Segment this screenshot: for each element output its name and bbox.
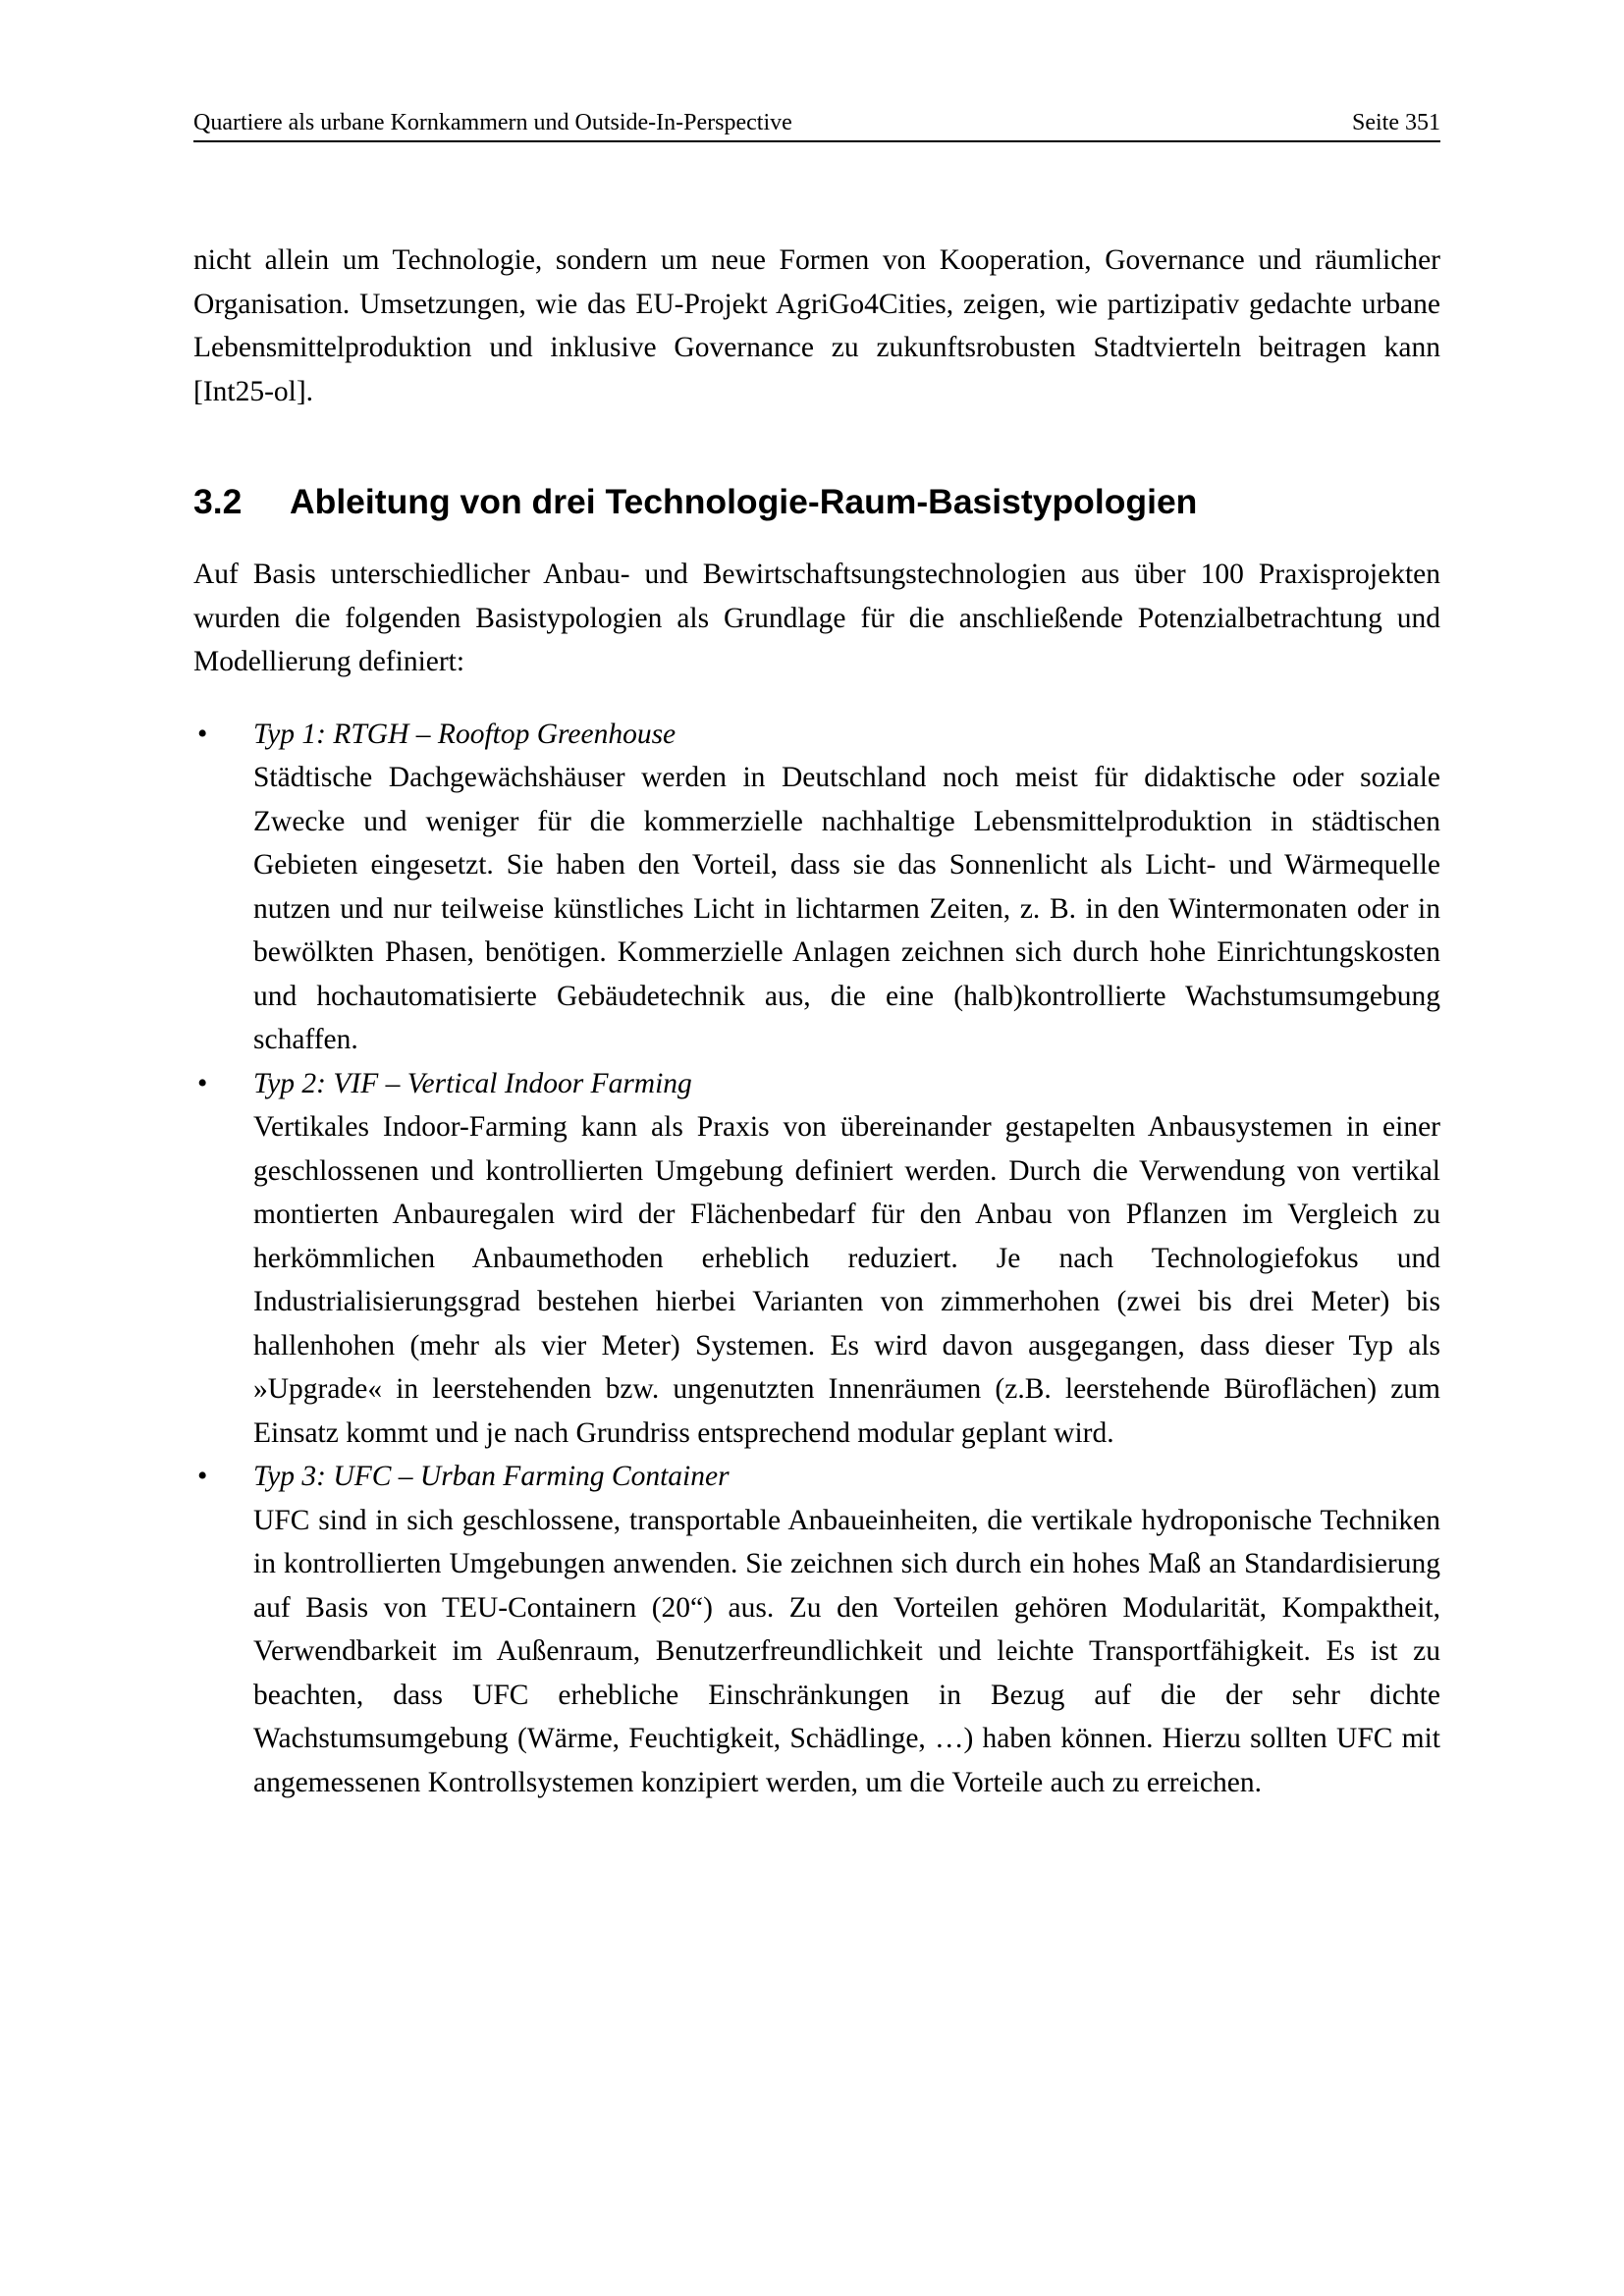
typology-title: Typ 1: RTGH – Rooftop Greenhouse <box>253 718 677 750</box>
section-number: 3.2 <box>193 482 243 521</box>
typology-description: Städtische Dachgewächshäuser werden in Deutschland noch meist für didaktische oder soziale Zwecke und weniger für die kommerzielle nachhaltige Lebensmittelproduktion in städtischen Gebieten eingesetzt. Sie haben den Vorteil, dass sie das Sonnenlicht als Licht- und Wärmequelle nutzen und nur teilweise künstliches Licht in lichtarmen Zeiten, z. B. in den Wintermonaten oder in bewölkten Phasen, benötigen. Kommerzielle Anlagen zeichnen sich durch hohe Einrichtungskosten und hochautomatisierte Gebäudetechnik aus, die eine (halb)kontrollierte Wachstumsumgebung schaffen. <box>253 762 1440 1055</box>
bullet-icon: • <box>197 1067 208 1099</box>
running-header-title: Quartiere als urbane Kornkammern und Outside-In-Perspective <box>193 110 792 135</box>
typology-description: Vertikales Indoor-Farming kann als Praxis von übereinander gestapelten Anbausystemen in einer geschlossenen und kontrollierten Umgebung definiert werden. Durch die Verwendung von vertikal montierten Anbauregalen wird der Flächenbedarf für den Anbau von Pflanzen im Vergleich zu herkömmlichen Anbaumethoden erheblich reduziert. Je nach Technologiefokus und Industrialisierungsgrad bestehen hierbei Varianten von zimmerhohen (zwei bis drei Meter) bis hallenhohen (mehr als vier Meter) Systemen. Es wird davon ausgegangen, dass dieser Typ als »Upgrade« in leerstehenden bzw. ungenutzten Innenräumen (z.B. leerstehende Büroflächen) zum Einsatz kommt und je nach Grundriss entsprechend modular geplant wird. <box>253 1111 1440 1449</box>
intro-paragraph: nicht allein um Technologie, sondern um neue Formen von Kooperation, Governance und räumlicher Organisation. Umsetzungen, wie das EU-Projekt AgriGo4Cities, zeigen, wie partizipativ gedachte urbane Lebensmittelproduktion und inklusive Governance zu zukunftsrobusten Stadtvierteln beitragen kann [Int25-ol]. <box>193 244 1440 407</box>
typology-item-rtgh <box>193 713 1440 1062</box>
typology-description: UFC sind in sich geschlossene, transportable Anbaueinheiten, die vertikale hydroponische Techniken in kontrollierten Umgebungen anwenden. Sie zeichnen sich durch ein hohes Maß an Standardisierung auf Basis von TEU-Containern (20“) aus. Zu den Vorteilen gehören Modularität, Kompaktheit, Verwendbarkeit im Außenraum, Benutzerfreundlichkeit und leichte Transportfähigkeit. Es ist zu beachten, dass UFC erhebliche Einschränkungen in Bezug auf die der sehr dichte Wachstumsumgebung (Wärme, Feuchtigkeit, Schädlinge, …) haben können. Hierzu sollten UFC mit angemessenen Kontrollsystemen konzipiert werden, um die Vorteile auch zu erreichen. <box>253 1504 1440 1798</box>
bullet-icon: • <box>197 718 208 750</box>
bullet-icon: • <box>197 1461 208 1492</box>
typology-list <box>193 713 1440 1805</box>
section-title: Ableitung von drei Technologie-Raum-Basistypologien <box>290 482 1198 521</box>
section-body-paragraph: Auf Basis unterschiedlicher Anbau- und Bewirtschaftsungstechnologien aus über 100 Praxisprojekten wurden die folgenden Basistypologien als Grundlage für die anschließende Potenzialbetrachtung und Modellierung definiert: <box>193 559 1440 677</box>
section-heading <box>193 480 1440 523</box>
running-header <box>193 108 1440 142</box>
document-page <box>193 108 1440 1804</box>
page-number: Seite 351 <box>1352 110 1440 135</box>
typology-title: Typ 3: UFC – Urban Farming Container <box>253 1461 730 1492</box>
typology-item-ufc <box>193 1455 1440 1804</box>
typology-title: Typ 2: VIF – Vertical Indoor Farming <box>253 1067 692 1099</box>
typology-item-vif <box>193 1062 1440 1456</box>
